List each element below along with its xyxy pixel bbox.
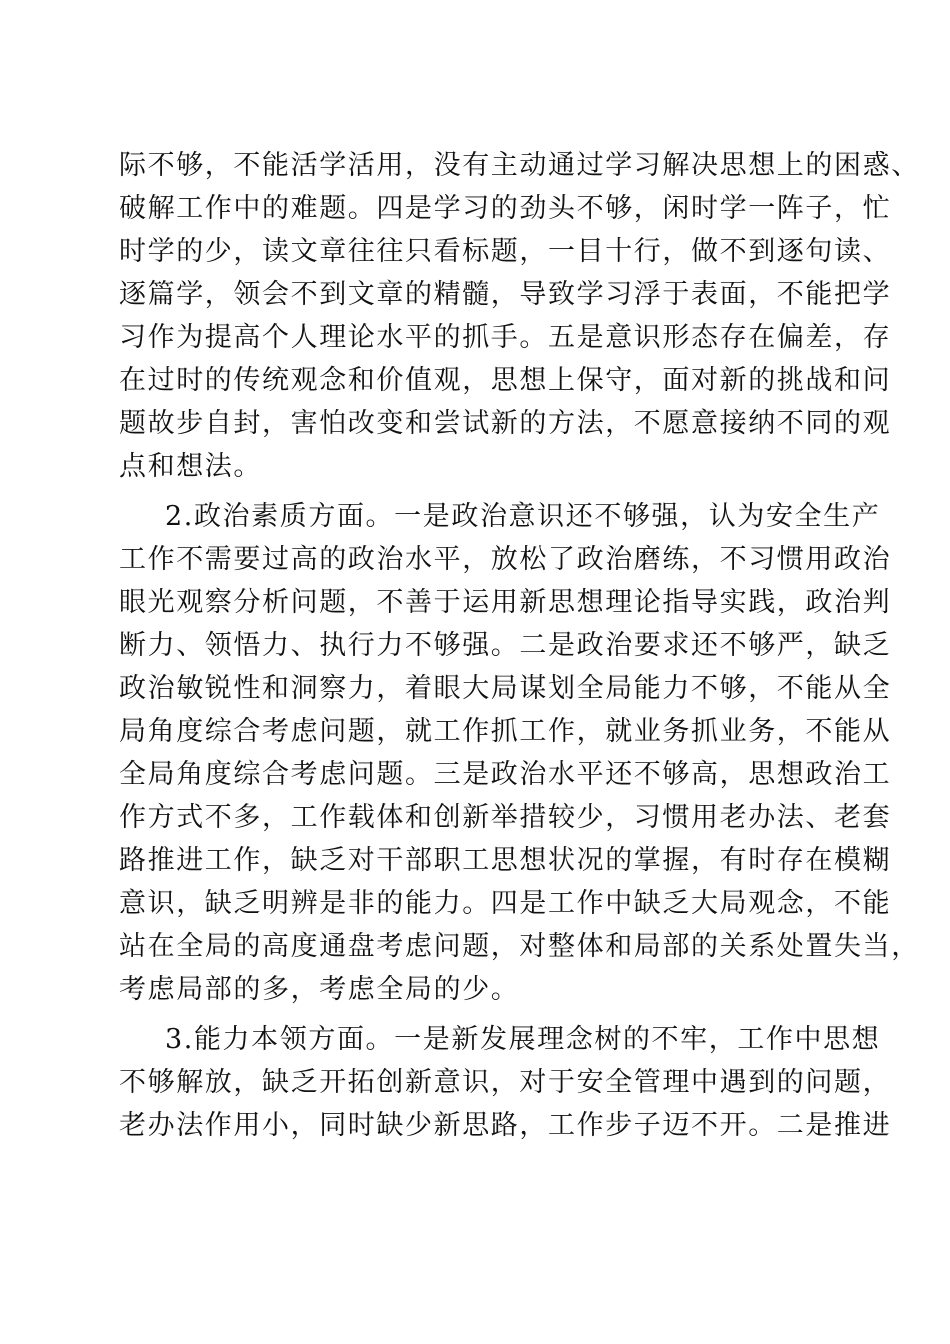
text-line: 老办法作用小，同时缺少新思路，工作步子迈不开。二是推进: [119, 1110, 892, 1141]
text-line: 逐篇学，领会不到文章的精髓，导致学习浮于表面，不能把学: [119, 279, 892, 310]
text-line: 习作为提高个人理论水平的抓手。五是意识形态存在偏差，存: [119, 322, 892, 353]
text-line: 站在全局的高度通盘考虑问题，对整体和局部的关系处置失当，: [119, 931, 920, 962]
text-line: 路推进工作，缺乏对干部职工思想状况的掌握，有时存在模糊: [119, 845, 892, 876]
text-line: 际不够，不能活学活用，没有主动通过学习解决思想上的困惑、: [119, 150, 920, 181]
text-line: 作方式不多，工作载体和创新举措较少，习惯用老办法、老套: [119, 802, 892, 833]
section-heading-line: 3.能力本领方面。一是新发展理念树的不牢，工作中思想: [165, 1024, 881, 1055]
text-line: 题故步自封，害怕改变和尝试新的方法，不愿意接纳不同的观: [119, 408, 892, 439]
text-line: 工作不需要过高的政治水平，放松了政治磨练，不习惯用政治: [119, 544, 892, 575]
text-line: 断力、领悟力、执行力不够强。二是政治要求还不够严，缺乏: [119, 630, 892, 661]
text-line: 不够解放，缺乏开拓创新意识，对于安全管理中遇到的问题，: [119, 1067, 892, 1098]
text-line: 破解工作中的难题。四是学习的劲头不够，闲时学一阵子，忙: [119, 193, 892, 224]
text-line: 政治敏锐性和洞察力，着眼大局谋划全局能力不够，不能从全: [119, 673, 892, 704]
text-line: 考虑局部的多，考虑全局的少。: [119, 974, 520, 1005]
text-line: 意识，缺乏明辨是非的能力。四是工作中缺乏大局观念，不能: [119, 888, 892, 919]
text-line: 时学的少，读文章往往只看标题，一目十行，做不到逐句读、: [119, 236, 892, 267]
text-line: 眼光观察分析问题，不善于运用新思想理论指导实践，政治判: [119, 587, 892, 618]
text-line: 全局角度综合考虑问题。三是政治水平还不够高，思想政治工: [119, 759, 892, 790]
text-line: 在过时的传统观念和价值观，思想上保守，面对新的挑战和问: [119, 365, 892, 396]
text-line: 点和想法。: [119, 451, 262, 482]
section-heading-line: 2.政治素质方面。一是政治意识还不够强，认为安全生产: [165, 501, 881, 532]
text-line: 局角度综合考虑问题，就工作抓工作，就业务抓业务，不能从: [119, 716, 892, 747]
